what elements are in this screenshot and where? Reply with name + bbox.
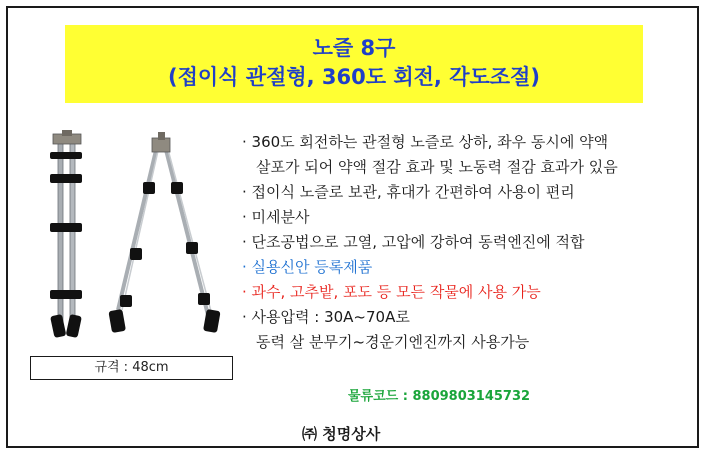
product-code: 물류코드 : 8809803145732 <box>348 389 531 404</box>
title-banner <box>65 25 643 103</box>
spec-label: 규격 : 48cm <box>30 356 233 380</box>
feature-item: · 사용압력 : 30A~70A로 <box>242 308 410 326</box>
feature-item-crops: · 과수, 고추밭, 포도 등 모든 작물에 사용 가능 <box>242 283 541 301</box>
feature-item: 동력 살 분무기~경운기엔진까지 사용가능 <box>256 333 530 351</box>
feature-item: · 접이식 노즐로 보관, 휴대가 간편하여 사용이 편리 <box>242 183 575 201</box>
feature-item: · 미세분사 <box>242 208 310 226</box>
folded-nozzle-illustration <box>50 130 82 338</box>
product-title: 노즐 8구 <box>312 36 396 60</box>
nozzle-product-image <box>40 130 230 345</box>
feature-item-registered: · 실용신안 등록제품 <box>242 258 373 276</box>
feature-item: 살포가 되어 약액 절감 효과 및 노동력 절감 효과가 있음 <box>256 158 618 176</box>
feature-item: · 360도 회전하는 관절형 노즐로 상하, 좌우 동시에 약액 <box>242 133 609 151</box>
open-nozzle-illustration <box>108 132 220 333</box>
product-subtitle: (접이식 관절형, 360도 회전, 각도조절) <box>168 65 540 89</box>
feature-list <box>242 130 692 355</box>
company-name: ㈜ 청명상사 <box>302 425 381 443</box>
feature-item: · 단조공법으로 고열, 고압에 강하여 동력엔진에 적합 <box>242 233 585 251</box>
